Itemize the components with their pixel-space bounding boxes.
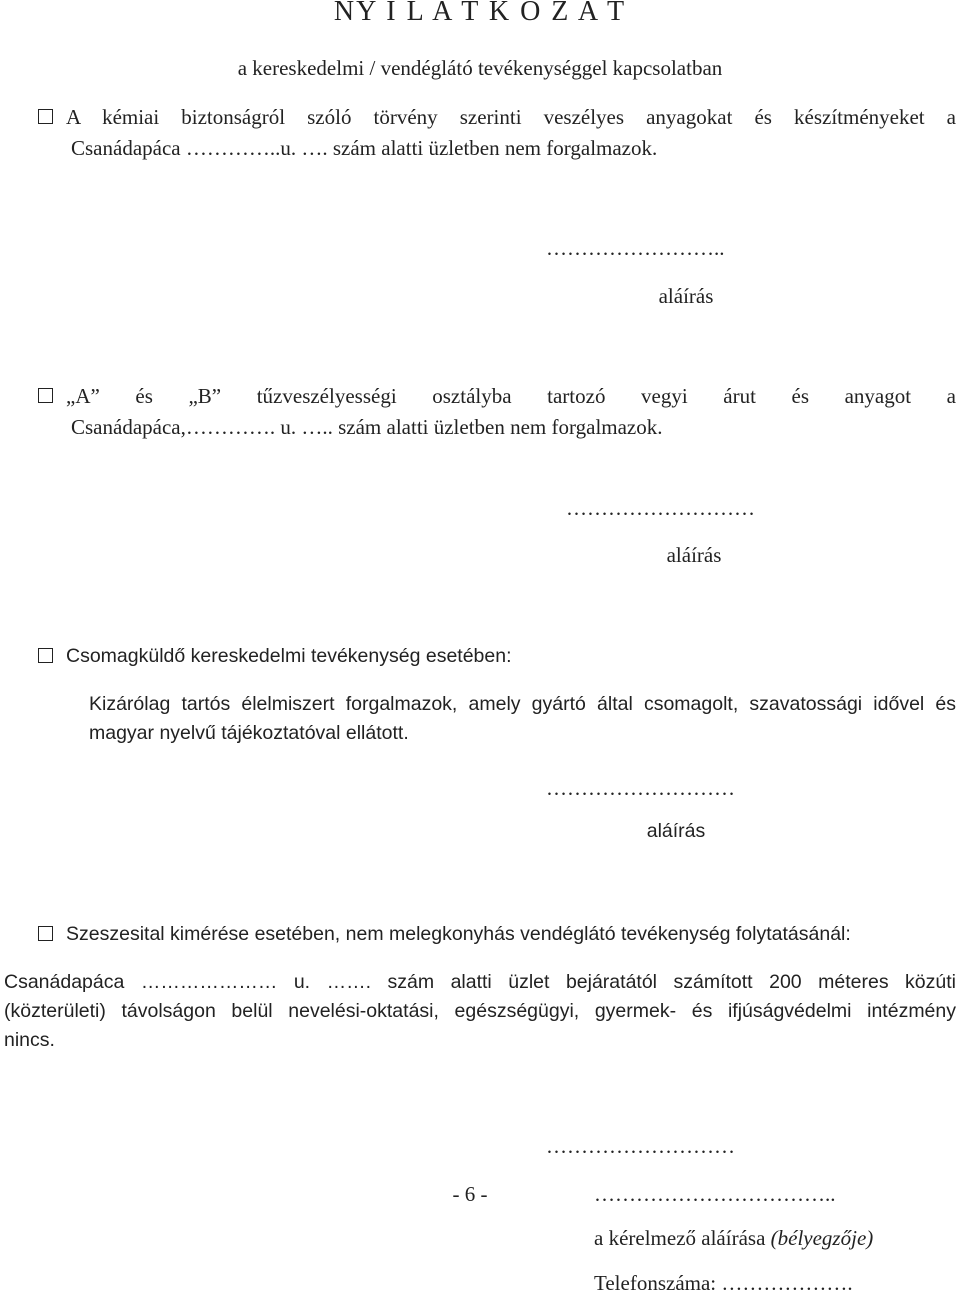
declaration-chemical [38,102,956,164]
declaration-fire [38,381,956,443]
signature-dots-stamp: …………………………….. [594,1182,836,1206]
declaration-alcohol [38,919,956,950]
signature-dots-2: ……………………… [566,496,755,520]
page-number: - 6 - [452,1182,488,1206]
checkbox-mailorder[interactable] [38,648,53,663]
declaration-mailorder [38,641,956,672]
document-title: NY I L A T K O Z A T [333,0,627,27]
mailorder-paragraph [89,690,956,748]
mailorder-paragraph-line2: magyar nyelvű tájékoztatóval ellátott. [89,722,409,744]
alcohol-paragraph-line3: nincs. [4,1029,55,1051]
signature-dots-1: …………………….. [546,236,725,260]
signature-label-3: aláírás [646,820,706,842]
declaration-alcohol-heading: Szeszesital kimérése esetében, nem melegkonyhás vendéglátó tevékenység folytatásánál: [66,923,851,945]
declaration-chemical-line2: Csanádapáca …………..u. …. szám alatti üzletben nem forgalmazok. [71,136,658,160]
alcohol-paragraph [4,968,956,1055]
applicant-signature-text: a kérelmező aláírása [594,1226,771,1250]
phone-number-field[interactable]: Telefonszáma: ………………. [594,1271,853,1295]
applicant-signature-label [594,1226,954,1251]
mailorder-paragraph-line1: Kizárólag tartós élelmiszert forgalmazok, amely gyártó által csomagolt, szavatossági idővel és [89,693,956,715]
checkbox-fire[interactable] [38,388,53,403]
declaration-chemical-line1: A kémiai biztonságról szóló törvény szerinti veszélyes anyagokat és készítményeket a [66,105,956,129]
checkbox-alcohol[interactable] [38,926,53,941]
signature-dots-applicant: ……………………… [546,1134,735,1158]
alcohol-paragraph-line1: Csanádapáca ………………… u. ……. szám alatti üzlet bejáratától számított 200 méteres közúti [4,971,956,993]
alcohol-paragraph-line2: (közterületi) távolságon belül nevelési-oktatási, egészségügyi, gyermek- és ifjúságvédelmi intézmény [4,1000,956,1022]
document-subtitle: a kereskedelmi / vendéglátó tevékenységgel kapcsolatban [237,56,723,80]
checkbox-chemical[interactable] [38,109,53,124]
declaration-fire-line1: „A” és „B” tűzveszélyességi osztályba tartozó vegyi árut és anyagot a [66,384,956,408]
signature-dots-3: ……………………… [546,776,735,800]
declaration-fire-line2: Csanádapáca,…………. u. ….. szám alatti üzletben nem forgalmazok. [71,415,663,439]
signature-label-2: aláírás [666,543,722,567]
declaration-mailorder-heading: Csomagküldő kereskedelmi tevékenység esetében: [66,645,512,667]
signature-label-1: aláírás [658,284,714,308]
applicant-stamp-text: (bélyegzője) [770,1226,874,1250]
